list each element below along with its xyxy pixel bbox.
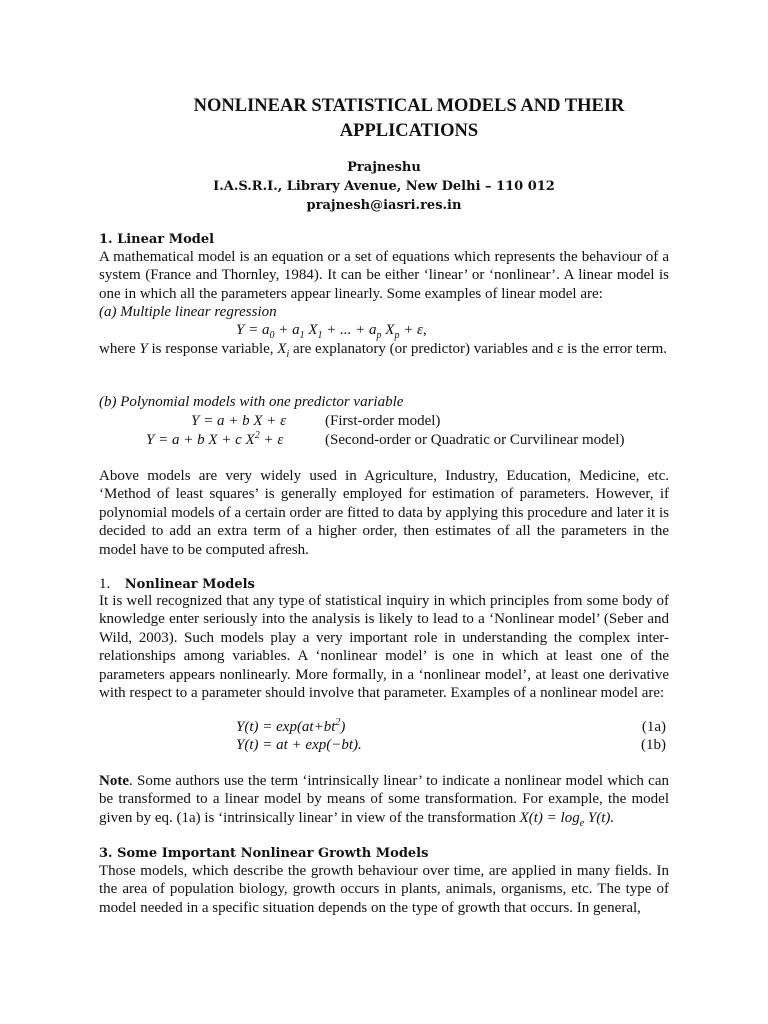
note-paragraph: [99, 772, 669, 827]
equation-1b-number: (1b): [641, 737, 666, 753]
section-1-heading: 1. Linear Model: [99, 232, 215, 247]
section-1-intro: A mathematical model is an equation or a set of equations which represents the behaviour of a system (France and Thornley, 1984). It can be either ‘linear’ or ‘nonlinear’. A linear model is one in which all the parameters appear linearly. Some examples of linear model are:: [99, 249, 669, 302]
section-2-title: Nonlinear Models: [124, 577, 255, 592]
equation-second-order: Y = a + b X + c $X^2 + \varepsilon$: [146, 430, 284, 448]
equation-multiple-regression: $Y = a_0 + a_1$ $X_1$ + ... + $a_p$ $X_p + \varepsilon$,: [236, 322, 427, 341]
equation-1a: $Y(t) = \exp(at+bt^2)$: [236, 717, 346, 735]
section-3-heading: 3. Some Important Nonlinear Growth Models: [99, 846, 429, 861]
where-text: where Y is response variable, $X_i$ are explanatory (or predictor) variables and ε is the error term.: [99, 341, 668, 360]
first-order-label: (First-order model): [325, 413, 441, 429]
equation-1a-number: (1a): [641, 719, 666, 735]
title-line-1: NONLINEAR STATISTICAL MODELS AND THEIR: [193, 96, 625, 116]
author-affiliation: I.A.S.R.I., Library Avenue, New Delhi – 110 012: [213, 179, 555, 194]
title-line-2: APPLICATIONS: [339, 121, 479, 141]
author-email: prajnesh@iasri.res.in: [306, 198, 462, 213]
subsection-a-label: (a) Multiple linear regression: [99, 304, 277, 320]
section-2-number: 1.: [99, 576, 111, 592]
equation-1b: Y(t) = at + exp(−bt).: [236, 737, 362, 753]
author-name: Prajneshu: [347, 160, 421, 175]
section-3-paragraph: Those models, which describe the growth behaviour over time, are applied in many fields. In the area of population biology, growth occurs in plants, animals, organisms, etc. The type of model needed in a specific situation depends on the type of growth that occurs. In general,: [99, 863, 669, 916]
note-text: . Some authors use the term ‘intrinsically linear’ to indicate a nonlinear model which can be transformed to a linear model by means of some transformation. For example, the model given by eq. (1a) is ‘intrinsically linear’ in view of the transformation: [99, 773, 669, 826]
transformation-formula: $X(t) = \log_e Y(t)$.: [519, 809, 615, 829]
section-1-paragraph-2: Above models are very widely used in Agriculture, Industry, Education, Medicine, etc. ‘Method of least squares’ is generally employed for estimation of parameters. However, if polynomial models of a certain order are fitted to data by applying this procedure and later it is decided to add an extra term of a higher order, then estimates of all the parameters in the model have to be computed afresh.: [99, 468, 669, 558]
author-block: [100, 158, 668, 215]
equation-first-order: Y = a + b X + ε: [191, 413, 287, 429]
note-label: Note: [99, 773, 129, 789]
section-2-paragraph: It is well recognized that any type of statistical inquiry in which principles from some body of knowledge enter seriously into the analysis is likely to lead to a ‘Nonlinear model’ (Seber and Wild, 2003). Such models play a very important role in understanding the complex inter-relationships among variables. A ‘nonlinear model’ is one in which at least one of the parameters appears nonlinearly. More formally, in a ‘nonlinear model’, at least one derivative with respect to a parameter should involve that parameter. Examples of a nonlinear model are:: [99, 593, 669, 702]
subsection-b-label: (b) Polynomial models with one predictor variable: [99, 394, 404, 410]
page-title: [100, 94, 718, 144]
second-order-label: (Second-order or Quadratic or Curvilinear model): [325, 432, 625, 448]
